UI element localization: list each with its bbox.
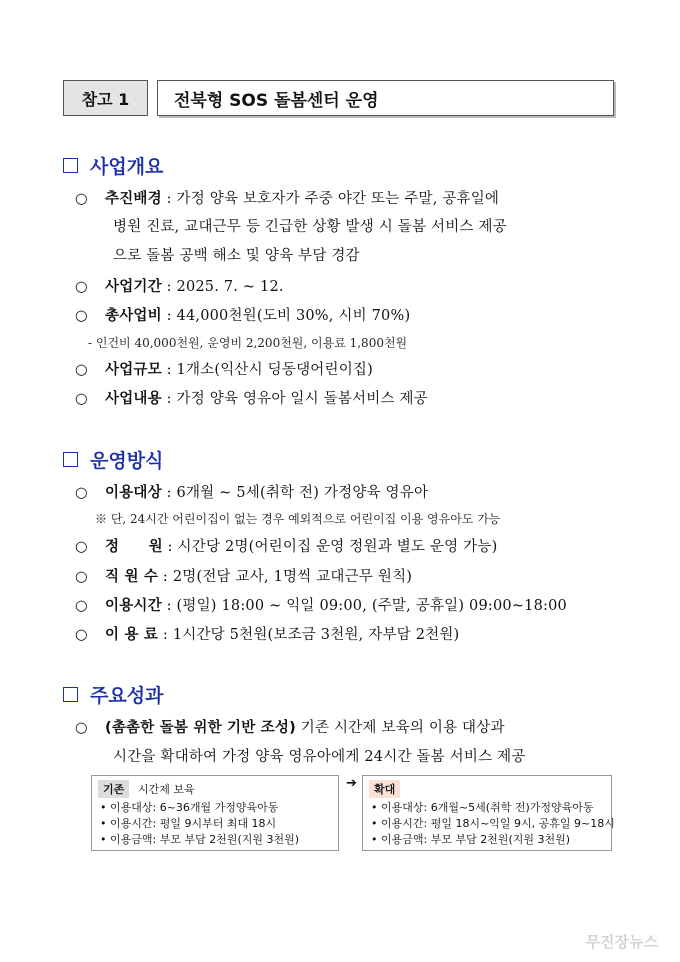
after-box [362,775,615,851]
header [63,80,614,116]
arrow-icon: ➔ [346,776,357,791]
list-item: ○ 사업기간 : 2025. 7. ~ 12. [75,279,284,295]
after-item: • 이용대상: 6개월~5세(취학 전)가정양육아동 [371,801,594,814]
document-title: 전북형 SOS 돌봄센터 운영 [157,80,614,116]
square-icon [63,687,78,702]
after-item: • 이용금액: 부모 부담 2천원(지원 3천원) [371,833,571,846]
before-box [91,775,339,851]
after-item: • 이용시간: 평일 18시~익일 9시, 공휴일 9~18시 [371,817,615,830]
list-item: ○ 이용대상 : 6개월 ~ 5세(취학 전) 가정양육 영유아 [75,485,429,501]
before-item: • 이용금액: 부모 부담 2천원(지원 3천원) [100,833,300,846]
before-head: 시간제 보육 [138,783,195,796]
list-item: ○ 이용시간 : (평일) 18:00 ~ 익일 09:00, (주말, 공휴일) 09:00~18:00 [75,598,567,614]
before-label: 기존 [98,780,129,798]
list-item: ○ 정 원 : 시간당 2명(어린이집 운영 정원과 별도 운영 가능) [75,539,498,555]
exception-note: ※ 단, 24시간 어린이집이 없는 경우 예외적으로 어린이집 이용 영유아도 가능 [95,512,501,526]
reference-tag: 참고 1 [63,80,148,116]
square-icon [63,158,78,173]
watermark-logo: 무진장뉴스 [585,933,658,951]
before-item: • 이용시간: 평일 9시부터 최대 18시 [100,817,277,830]
after-label: 확대 [369,780,400,798]
section-title-operation: 운영방식 [63,446,163,473]
list-item: ○ 직 원 수 : 2명(전담 교사, 1명씩 교대근무 원칙) [75,569,413,585]
list-item: ○ 추진배경 : 가정 양육 보호자가 주중 야간 또는 주말, 공휴일에 [75,191,500,207]
budget-note: - 인건비 40,000천원, 운영비 2,200천원, 이용료 1,800천원 [88,336,408,350]
section-title-results: 주요성과 [63,681,163,708]
list-item: ○ 사업내용 : 가정 양육 영유아 일시 돌봄서비스 제공 [75,391,428,407]
list-item-continuation: 으로 돌봄 공백 해소 및 양육 부담 경감 [113,248,360,264]
list-item-continuation: 병원 진료, 교대근무 등 긴급한 상황 발생 시 돌봄 서비스 제공 [113,219,507,235]
section-title-overview: 사업개요 [63,152,163,179]
list-item: ○ (촘촘한 돌봄 위한 기반 조성) 기존 시간제 보육의 이용 대상과 [75,720,505,736]
list-item: ○ 사업규모 : 1개소(익산시 딩동댕어린이집) [75,362,373,378]
list-item: ○ 총사업비 : 44,000천원(도비 30%, 시비 70%) [75,308,411,324]
square-icon [63,452,78,467]
list-item-continuation: 시간을 확대하여 가정 양육 영유아에게 24시간 돌봄 서비스 제공 [113,749,526,765]
before-item: • 이용대상: 6~36개월 가정양육아동 [100,801,279,814]
list-item: ○ 이 용 료 : 1시간당 5천원(보조금 3천원, 자부담 2천원) [75,627,460,643]
